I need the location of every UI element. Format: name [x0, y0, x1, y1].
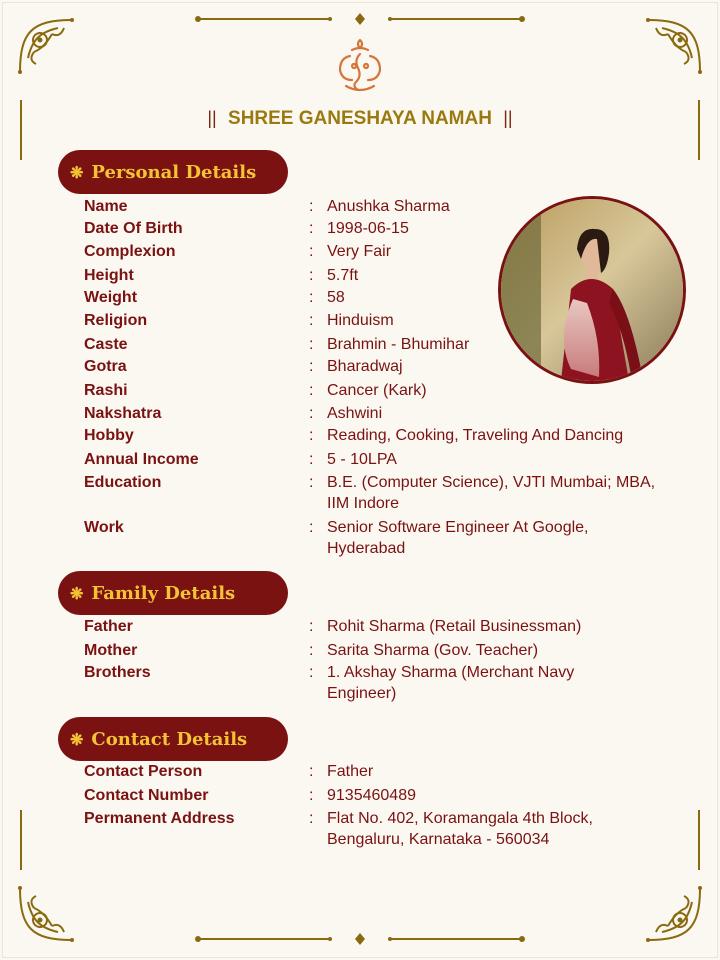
row-separator: : [309, 243, 314, 260]
row-value: Anushka Sharma [327, 198, 450, 215]
row-label: Father [84, 618, 133, 635]
row-value: Very Fair [327, 243, 392, 260]
row-value: Sarita Sharma (Gov. Teacher) [327, 642, 539, 659]
section-heading-family: Family Details [91, 582, 236, 604]
row-label: Hobby [84, 427, 134, 444]
row-label: Name [84, 198, 128, 215]
row-label: Contact Number [84, 787, 209, 804]
title-right-mark: || [503, 108, 513, 128]
row-value: Senior Software Engineer At Google, Hyderabad [327, 519, 589, 557]
row-value: Ashwini [327, 405, 383, 422]
row-value: 1. Akshay Sharma (Merchant Navy Engineer) [327, 664, 575, 702]
row-separator: : [309, 519, 314, 536]
row-separator: : [309, 763, 314, 780]
row-separator: : [309, 642, 314, 659]
row-value: Cancer (Kark) [327, 382, 427, 399]
row-value: Reading, Cooking, Traveling And Dancing [327, 427, 624, 444]
row-label: Height [84, 267, 134, 284]
row-value: 9135460489 [327, 787, 416, 804]
flower-icon: ❋ [70, 729, 84, 749]
row-separator: : [309, 198, 314, 215]
title-left-mark: || [207, 108, 217, 128]
row-label: Education [84, 474, 162, 491]
row-value: Flat No. 402, Koramangala 4th Block, Bengaluru, Karnataka - 560034 [327, 810, 593, 848]
top-divider-right [386, 14, 526, 24]
row-separator: : [309, 289, 314, 306]
row-value: Father [327, 763, 374, 780]
row-label: Annual Income [84, 451, 199, 468]
row-value: Bharadwaj [327, 358, 403, 375]
row-separator: : [309, 382, 314, 399]
corner-ornament-bottom-left [12, 858, 102, 948]
row-value: 5 - 10LPA [327, 451, 397, 468]
row-separator: : [309, 427, 314, 444]
bottom-divider-left [194, 934, 334, 944]
bottom-divider-center-icon [354, 932, 366, 946]
row-label: Caste [84, 336, 128, 353]
corner-ornament-bottom-right [618, 858, 708, 948]
row-value: Hinduism [327, 312, 394, 329]
row-label: Religion [84, 312, 148, 329]
row-separator: : [309, 312, 314, 329]
row-separator: : [309, 664, 314, 681]
row-label: Date Of Birth [84, 220, 183, 237]
flower-icon: ❋ [70, 162, 84, 182]
side-line-right-bottom [698, 810, 700, 870]
row-value: B.E. (Computer Science), VJTI Mumbai; MBA, IIM Indore [327, 474, 656, 512]
row-label: Weight [84, 289, 138, 306]
flower-icon: ❋ [70, 583, 84, 603]
section-banner-personal [58, 150, 288, 194]
row-value: 58 [327, 289, 345, 306]
top-divider-left [194, 14, 334, 24]
row-separator: : [309, 451, 314, 468]
row-separator: : [309, 267, 314, 284]
row-separator: : [309, 220, 314, 237]
bottom-divider-right [386, 934, 526, 944]
row-label: Contact Person [84, 763, 203, 780]
top-divider-center-icon [354, 12, 366, 26]
section-banner-family [58, 571, 288, 615]
row-separator: : [309, 618, 314, 635]
ganesha-icon [332, 36, 388, 96]
section-banner-contact [58, 717, 288, 761]
row-value: 1998-06-15 [327, 220, 409, 237]
row-separator: : [309, 358, 314, 375]
row-value: Rohit Sharma (Retail Businessman) [327, 618, 582, 635]
row-label: Work [84, 519, 124, 536]
page-title [0, 108, 720, 130]
section-heading-personal: Personal Details [91, 161, 257, 183]
row-label: Brothers [84, 664, 151, 681]
section-heading-contact: Contact Details [91, 728, 248, 750]
row-separator: : [309, 336, 314, 353]
row-separator: : [309, 474, 314, 491]
title-text: SHREE GANESHAYA NAMAH [228, 108, 492, 129]
row-separator: : [309, 405, 314, 422]
row-label: Gotra [84, 358, 127, 375]
row-separator: : [309, 810, 314, 827]
row-label: Mother [84, 642, 138, 659]
row-label: Rashi [84, 382, 128, 399]
row-label: Permanent Address [84, 810, 235, 827]
row-value: 5.7ft [327, 267, 359, 284]
row-label: Nakshatra [84, 405, 162, 422]
row-separator: : [309, 787, 314, 804]
corner-ornament-top-right [618, 12, 708, 102]
side-line-left-bottom [20, 810, 22, 870]
row-label: Complexion [84, 243, 176, 260]
row-value: Brahmin - Bhumihar [327, 336, 470, 353]
corner-ornament-top-left [12, 12, 102, 102]
